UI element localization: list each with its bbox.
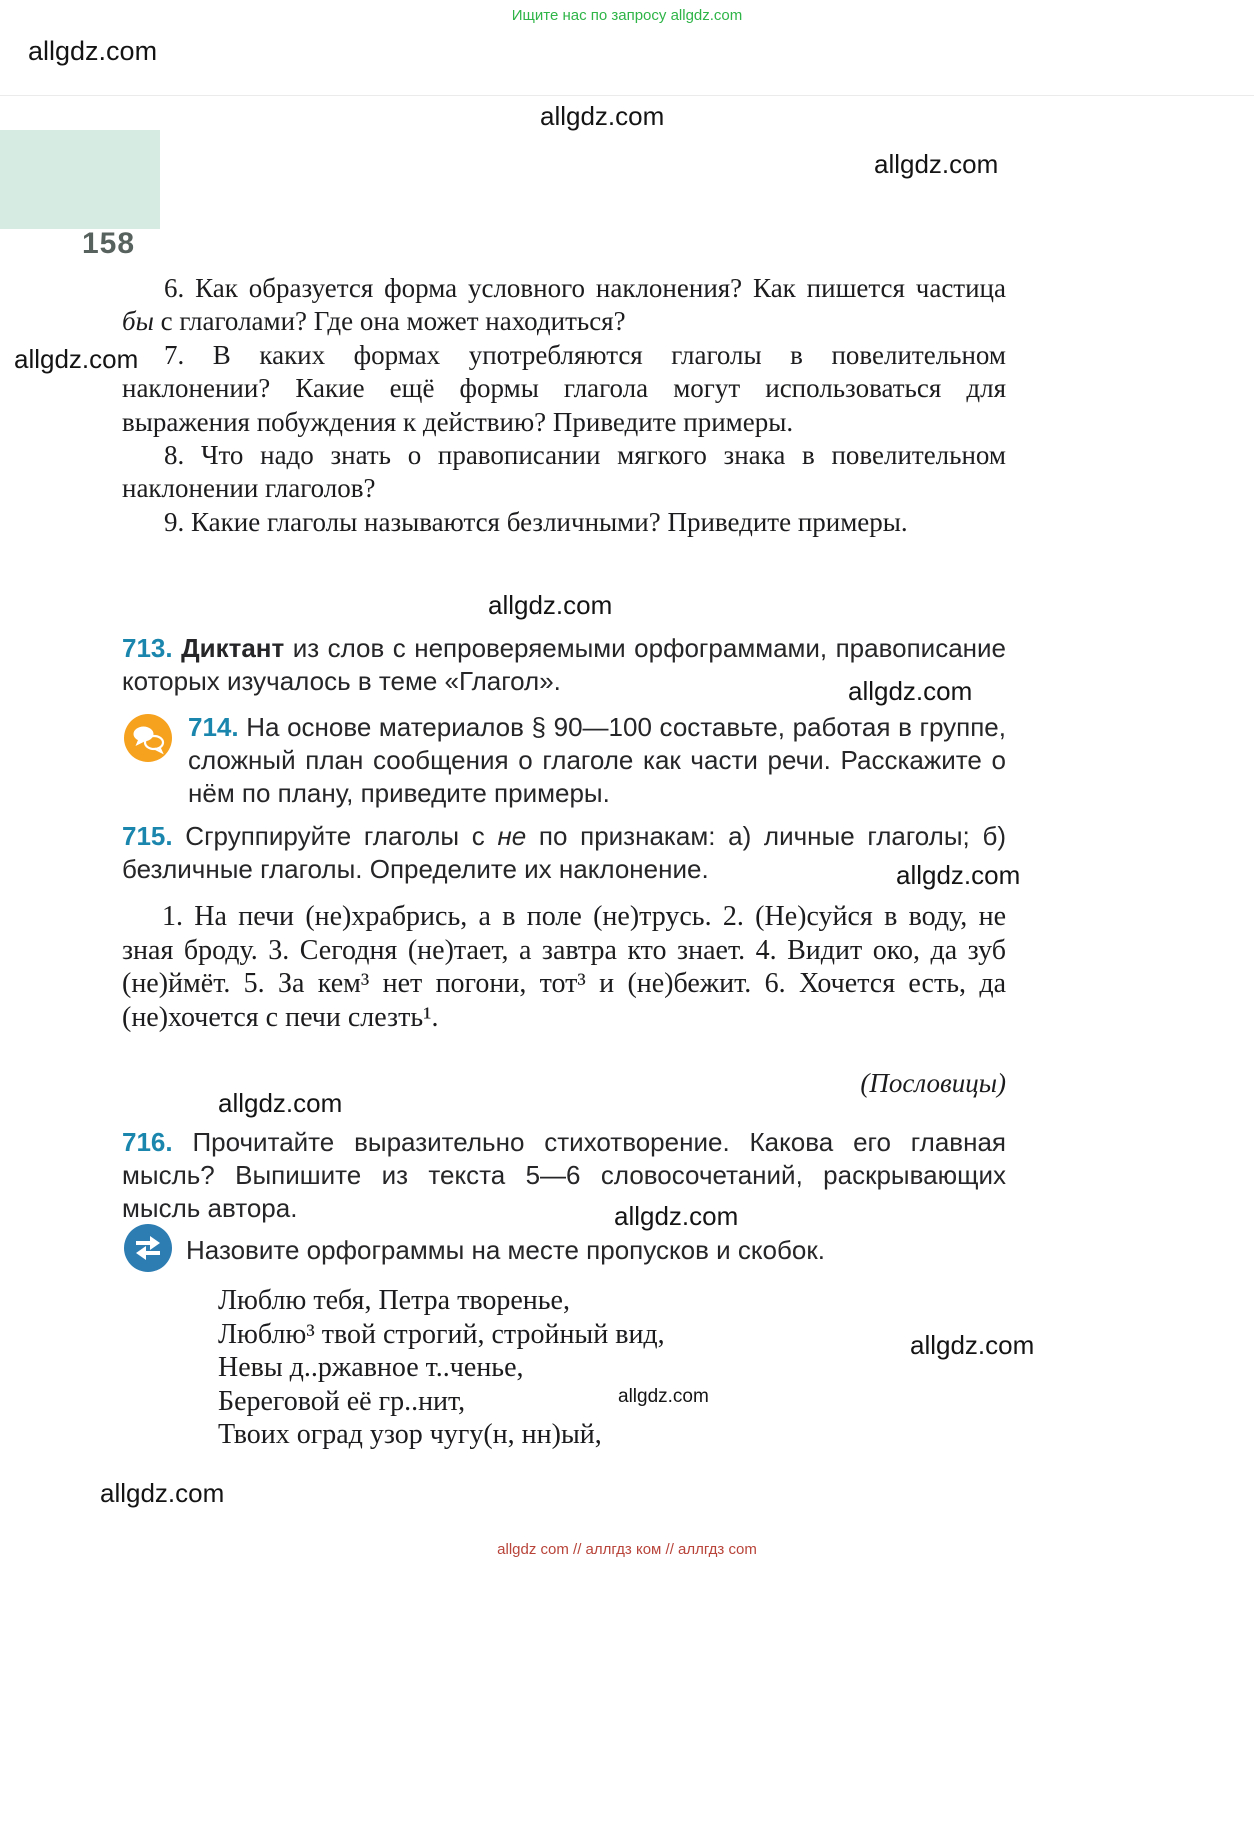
watermark-site: allgdz.com xyxy=(618,1386,709,1407)
question-8: 8. Что надо знать о правописании мягкого знака в повелительном наклонении глаголов? xyxy=(122,440,1006,504)
poem-line: Твоих оград узор чугу(н, нн)ый, xyxy=(218,1419,602,1451)
speech-bubbles-icon xyxy=(124,714,172,762)
proverbs-text: 1. На печи (не)храбрись, а в поле (не)трусь. 2. (Не)суйся в воду, не зная броду. 3. Сегодня (не)тает, а завтра кто знает. 4. Видит око, да зуб (не)ймёт. 5. За кем³ нет погони, тот³ и (не)бежит. 6. Хочется есть, да (не)хочется с печи слезть¹. xyxy=(122,901,1006,1033)
footer-watermark: allgdz com // аллгдз ком // аллгдз com xyxy=(497,1541,757,1558)
watermark-site: allgdz.com xyxy=(874,149,999,179)
exercise-715-post: по признакам: а) личные глаголы; б) безличные глаголы. Определите их наклонение. xyxy=(122,821,1007,884)
exercise-714 xyxy=(188,711,1006,810)
watermark-site: allgdz.com xyxy=(28,36,158,66)
exercise-713-keyword: Диктант xyxy=(181,633,285,663)
exercise-716-text: Прочитайте выразительно стихотворение. Какова его главная мысль? Выпишите из текста 5—6 словосочетаний, раскрывающих мысль автора. xyxy=(122,1127,1007,1223)
poem-block xyxy=(218,1284,665,1452)
watermark-site: allgdz.com xyxy=(896,860,1021,890)
exercise-716 xyxy=(122,1126,1006,1225)
poem-line: Береговой её гр..нит, xyxy=(218,1385,466,1417)
watermark-site: allgdz.com xyxy=(910,1330,1035,1360)
exercise-714-number: 714. xyxy=(188,712,239,742)
exercise-714-text: На основе материалов § 90—100 составьте, работая в группе, сложный план сообщения о глаголе как части речи. Расскажите о нём по плану, приведите примеры. xyxy=(188,712,1006,808)
page-number: 158 xyxy=(82,227,136,260)
exercise-715 xyxy=(122,820,1006,886)
exercise-715-particle: не xyxy=(497,821,527,851)
question-6-pre: 6. Как образуется форма условного наклонения? Как пишется частица xyxy=(164,273,1006,303)
watermark-site: allgdz.com xyxy=(218,1088,343,1118)
watermark-site: allgdz.com xyxy=(14,344,139,374)
poem-line: Люблю³ твой строгий, стройный вид, xyxy=(218,1318,665,1350)
watermark-site: allgdz.com xyxy=(540,101,665,131)
question-9: 9. Какие глаголы называются безличными? Приведите примеры. xyxy=(164,506,908,537)
watermark-site: allgdz.com xyxy=(848,676,973,706)
watermark-site: allgdz.com xyxy=(614,1201,739,1231)
exercise-713-number: 713. xyxy=(122,633,173,663)
question-6-post: с глаголами? Где она может находиться? xyxy=(153,306,626,337)
promo-banner: Ищите нас по запросу allgdz.com xyxy=(511,7,743,24)
question-6-particle: бы xyxy=(122,306,154,337)
page-corner-decoration xyxy=(0,130,160,229)
top-divider xyxy=(0,95,1254,96)
watermark-site: allgdz.com xyxy=(488,590,613,620)
exercise-716-number: 716. xyxy=(122,1127,173,1157)
arrows-cycle-icon xyxy=(124,1224,172,1272)
exercise-713 xyxy=(122,632,1006,698)
poem-line: Люблю тебя, Петра творенье, xyxy=(218,1285,570,1316)
question-6 xyxy=(122,272,1006,339)
proverbs-source: (Пословицы) xyxy=(860,1068,1006,1098)
note-task: Назовите орфограммы на месте пропусков и скобок. xyxy=(186,1235,825,1265)
exercise-715-number: 715. xyxy=(122,821,173,851)
watermark-site: allgdz.com xyxy=(100,1478,225,1508)
proverbs-block xyxy=(122,900,1006,1034)
review-questions-block xyxy=(122,272,1006,539)
exercise-713-text: из слов с непроверяемыми орфограммами, правописание которых изучалось в теме «Глагол». xyxy=(122,633,1006,696)
question-7: 7. В каких формах употребляются глаголы в повелительном наклонении? Какие ещё формы глагола могут использоваться для выражения побуждения к действию? Приведите примеры. xyxy=(122,339,1006,437)
exercise-715-pre: Сгруппируйте глаголы с xyxy=(185,821,498,851)
poem-line: Невы д..ржавное т..ченье, xyxy=(218,1352,524,1384)
